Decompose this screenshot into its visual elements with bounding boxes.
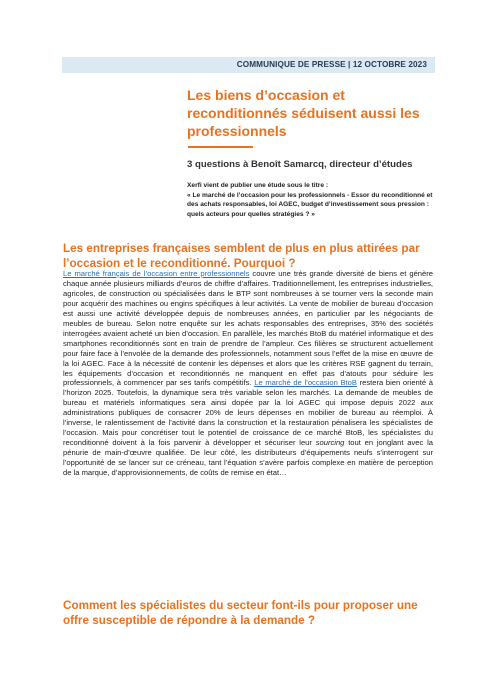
link-marche-occasion-professionnels[interactable]: Le marché français de l’occasion entre professionnels — [63, 269, 250, 278]
italic-term: sourcing — [315, 438, 345, 448]
link-marche-occasion-btob[interactable]: Le marché de l’occasion BtoB — [254, 378, 357, 388]
title-underline — [188, 146, 253, 148]
answer-1-paragraph — [63, 269, 433, 478]
subtitle: 3 questions à Benoît Samarcq, directeur d’études — [187, 159, 413, 170]
question-2-heading: Comment les spécialistes du secteur font-ils pour proposer une offre susceptible de répondre à la demande ? — [63, 599, 418, 627]
intro-line: Xerfi vient de publier une étude sous le titre : — [187, 182, 329, 189]
question-1-heading: Les entreprises françaises semblent de plus en plus attirées par l’occasion et le reconditionné. Pourquoi ? — [63, 242, 420, 270]
paragraph-text: couvre une très grande diversité de biens et génère chaque année plusieurs milliards d’euros de chiffre d’affaires. Traditionnellement, les entreprises industrielles, agricoles, de construction ou spécialisées dans le BTP sont nombreuses à se tourner vers la seconde main pour acquérir des machines ou engins spécifiques à leur activités. La vente de mobilier de bureau d’occasion est aussi une activité développée depuis de nombreuses années, en particulier par les négociants de meubles de bureau. Selon notre enquête sur les achats responsables des entreprises, 35% des sociétés interrogées avaient acheté un bien d’occasion. En parallèle, les marchés BtoB du matériel informatique et des smartphones reconditionnés sont en train de prendre de l’ampleur. Ces filières se structurent actuellement pour faire face à l’envolée de la demande des professionnels, notamment sous l’effet de la mise en œuvre de la loi AGEC. Face à la nécessité de contenir les dépenses et alors que les critères RSE gagnent du terrain, les équipements d’occasion et reconditionnés ne manquent en effet pas d’atouts pour séduire les professionnels, à commencer par ses tarifs compétitifs. — [63, 269, 433, 388]
page-title: Les biens d’occasion et reconditionnés séduisent aussi les professionnels — [187, 87, 420, 139]
paragraph-text: restera bien orienté à l’horizon 2025. Toutefois, la dynamique sera très variable selon les marchés. La demande de meubles de bureau et matériels informatiques sera ainsi dopée par la loi AGEC qui impose depuis 2022 aux administrations publiques de consacrer 20% de leurs dépenses en mobilier de bureau au réemploi. À l’inverse, le ralentissement de l’activité dans la construction et la restauration pénalisera les spécialistes de l’occasion. Mais pour concrétiser tout le potentiel de croissance de ce marché BtoB, les spécialistes du reconditionné doivent à la fois parvenir à développer et sécuriser leur — [63, 378, 433, 448]
study-intro — [187, 181, 442, 219]
paragraph-text: tout en jonglant avec la pénurie de main-d’œuvre qualifiée. De leur côté, les distributeurs d’équipements neufs s’interrogent sur l’opportunité de se lancer sur ce créneau, tant l’équation s’avère parfois complexe en matière de perception de la marque, d’approvisionnements, de coûts de remise en état… — [63, 438, 433, 478]
study-title: « Le marché de l’occasion pour les professionnels - Essor du reconditionné et des achats responsables, loi AGEC, budget d’investissement sous pression : quels acteurs pour quelles stratégies ? » — [187, 191, 433, 218]
press-release-banner: COMMUNIQUE DE PRESSE | 12 OCTOBRE 2023 — [62, 57, 435, 73]
